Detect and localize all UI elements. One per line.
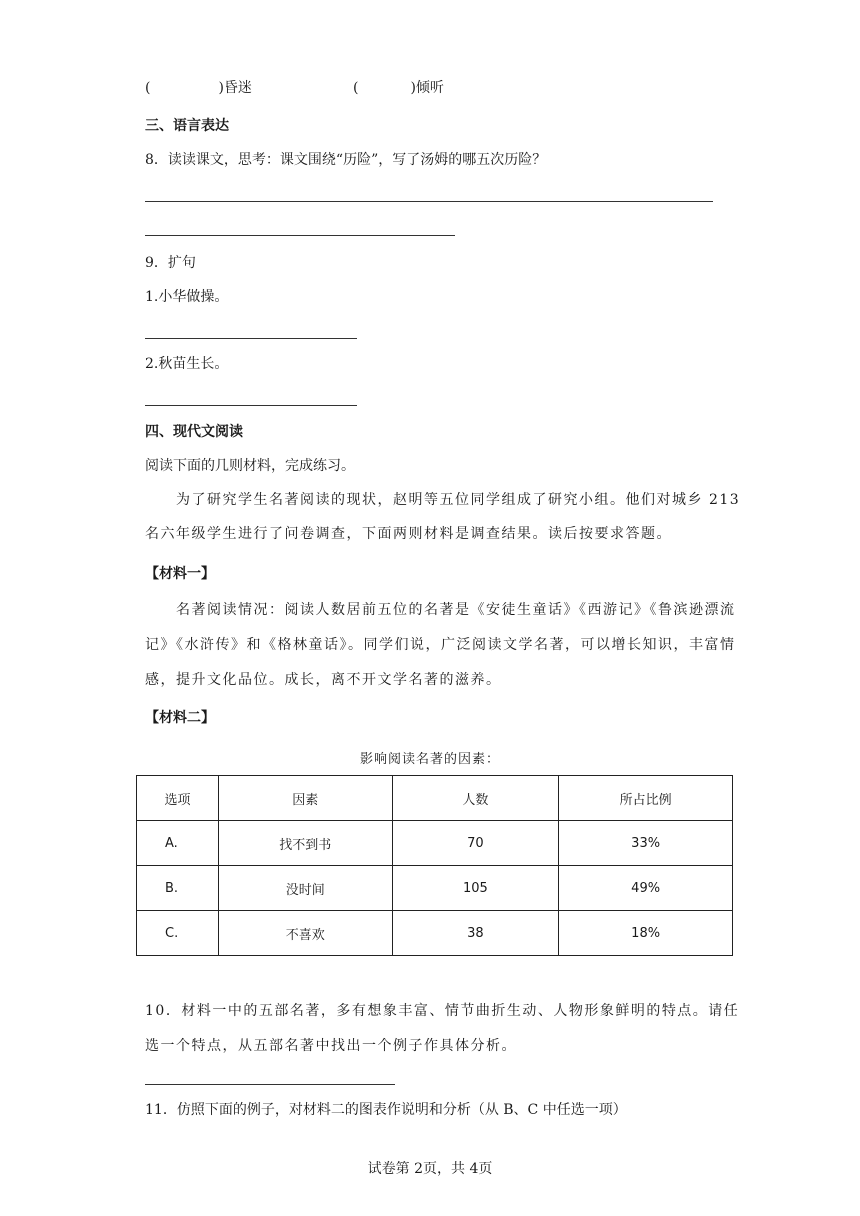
material-1-label: 【材料一】 <box>145 566 215 582</box>
table-cell-factor: 没时间 <box>218 866 392 911</box>
question-9-1: 1.小华做操。 <box>145 289 229 305</box>
reading-intro: 阅读下面的几则材料，完成练习。 <box>145 458 355 474</box>
blank-open-paren: ( <box>353 80 359 96</box>
blank-item-1 <box>145 78 252 98</box>
question-9: 9．扩句 <box>145 255 196 271</box>
blank-open-paren: ( <box>145 80 151 96</box>
table-cell-percent: 18% <box>559 911 733 956</box>
table-row <box>137 911 733 956</box>
answer-line[interactable] <box>145 201 713 202</box>
passage-line: 名六年级学生进行了问卷调查，下面两则材料是调查结果。读后按要求答题。 <box>145 526 672 542</box>
blank-word-2: )倾听 <box>410 80 444 96</box>
factors-table <box>136 775 733 956</box>
table-cell-option: A. <box>137 821 219 866</box>
question-10-line: 10．材料一中的五部名著，多有想象丰富、情节曲折生动、人物形象鲜明的特点。请任 <box>145 1003 740 1019</box>
material-1-line: 感，提升文化品位。成长，离不开文学名著的滋养。 <box>145 672 502 688</box>
question-10-line: 选一个特点，从五部名著中找出一个例子作具体分析。 <box>145 1038 517 1054</box>
column-header: 所占比例 <box>559 776 733 821</box>
material-1-line: 记》《水浒传》和《格林童话》。同学们说，广泛阅读文学名著，可以增长知识，丰富情 <box>145 637 736 653</box>
question-9-2: 2.秋苗生长。 <box>145 356 229 372</box>
table-cell-count: 70 <box>392 821 559 866</box>
table-cell-percent: 49% <box>559 866 733 911</box>
question-8: 8．读读课文，思考：课文围绕“历险”，写了汤姆的哪五次历险？ <box>145 152 547 168</box>
table-header-row <box>137 776 733 821</box>
column-header: 选项 <box>137 776 219 821</box>
page-footer: 试卷第 2页，共 4页 <box>367 1161 493 1177</box>
question-11: 11．仿照下面的例子，对材料二的图表作说明和分析（从 B、C 中任选一项） <box>145 1102 627 1118</box>
table-cell-option: B. <box>137 866 219 911</box>
table-cell-factor: 找不到书 <box>218 821 392 866</box>
table-row <box>137 821 733 866</box>
table-cell-percent: 33% <box>559 821 733 866</box>
blank-word-1: )昏迷 <box>218 80 252 96</box>
answer-line[interactable] <box>145 235 455 236</box>
section-heading-4: 四、现代文阅读 <box>145 424 243 440</box>
table-cell-option: C. <box>137 911 219 956</box>
table-caption: 影响阅读名著的因素： <box>359 752 500 767</box>
answer-line[interactable] <box>145 338 357 339</box>
table-cell-factor: 不喜欢 <box>218 911 392 956</box>
section-heading-3: 三、语言表达 <box>145 118 229 134</box>
passage-line: 为了研究学生名著阅读的现状，赵明等五位同学组成了研究小组。他们对城乡 213 <box>176 492 741 508</box>
column-header: 因素 <box>218 776 392 821</box>
answer-line[interactable] <box>145 405 357 406</box>
material-2-label: 【材料二】 <box>145 710 215 726</box>
material-1-line: 名著阅读情况：阅读人数居前五位的名著是《安徒生童话》《西游记》《鲁滨逊漂流 <box>176 602 736 618</box>
column-header: 人数 <box>392 776 559 821</box>
blank-item-2 <box>353 78 444 98</box>
answer-line[interactable] <box>145 1084 395 1085</box>
table-cell-count: 105 <box>392 866 559 911</box>
table-row <box>137 866 733 911</box>
table-cell-count: 38 <box>392 911 559 956</box>
